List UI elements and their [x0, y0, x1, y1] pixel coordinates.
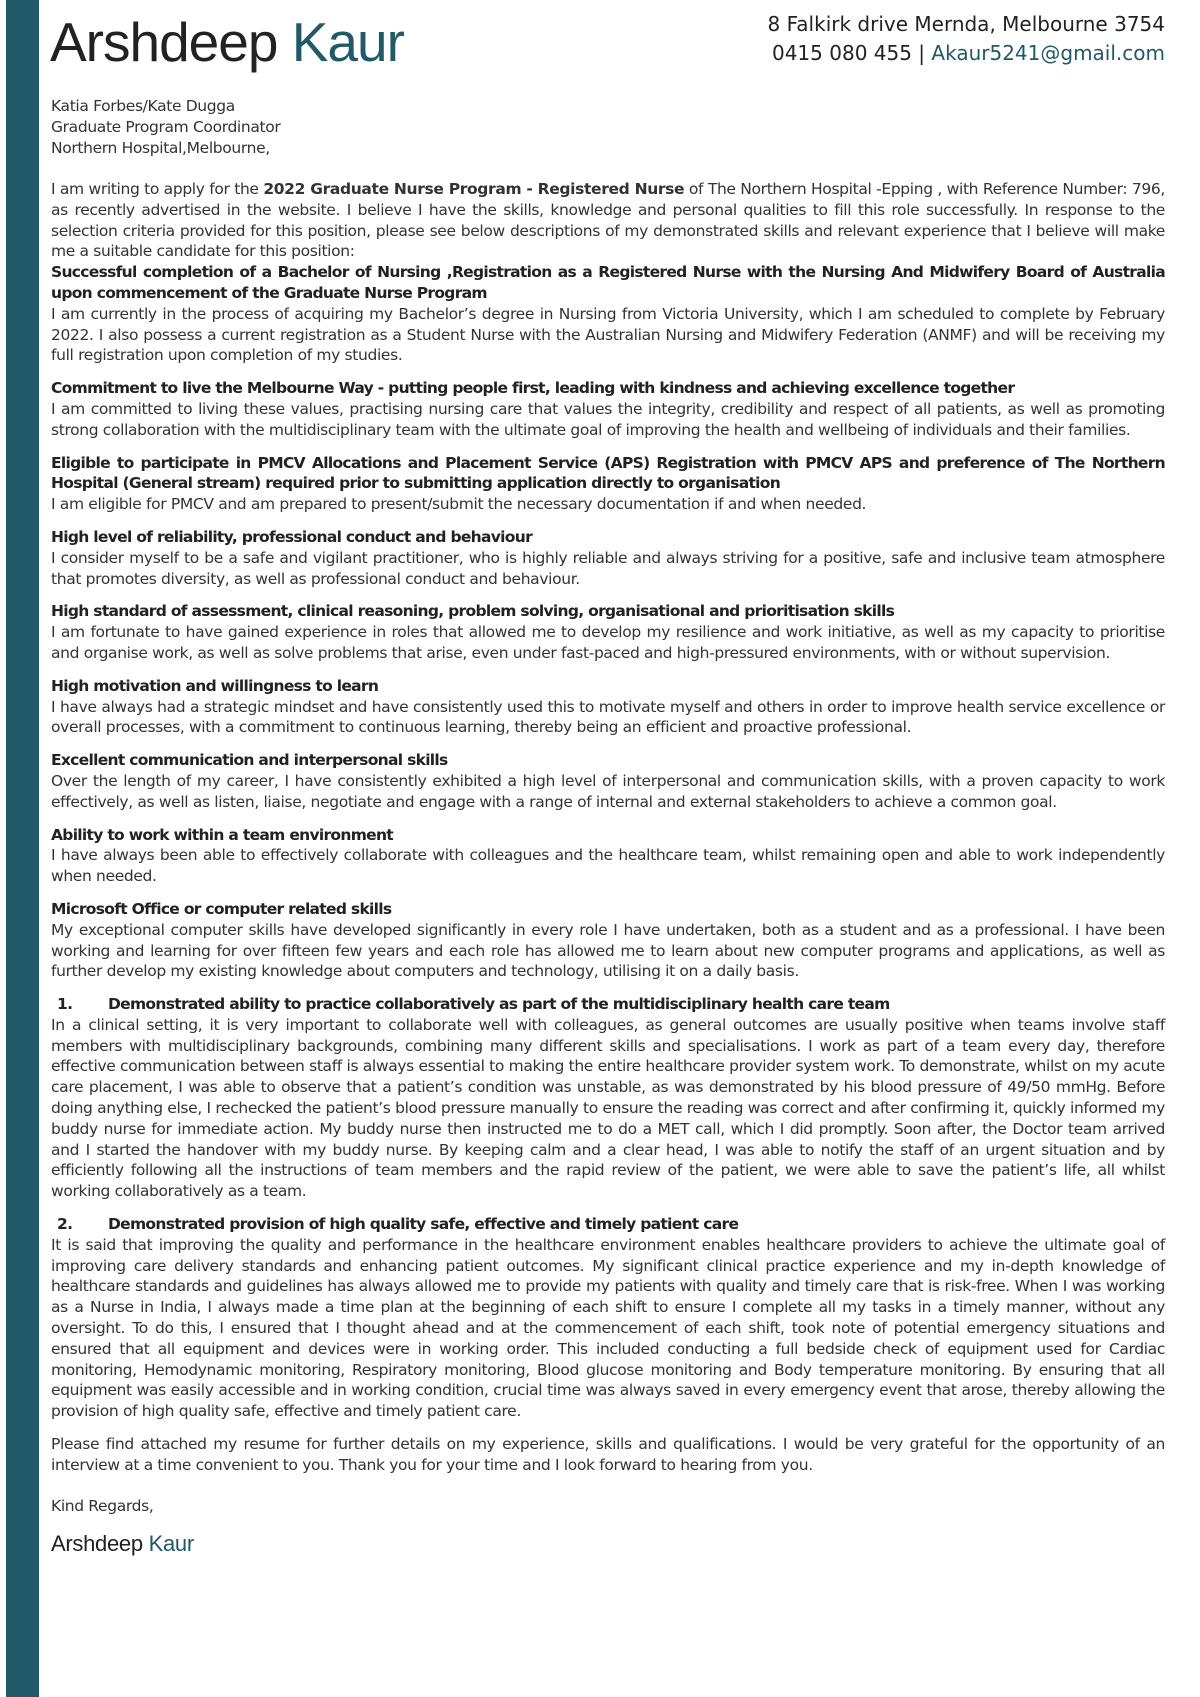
section-number: 2.: [57, 1215, 73, 1234]
criterion-body: I am eligible for PMCV and am prepared to present/submit the necessary documentation if and when needed.: [51, 495, 867, 514]
phone-email-line: [768, 39, 1165, 68]
contact-block: [768, 10, 1165, 68]
criterion-section: [51, 750, 1165, 812]
numbered-title: 1. Demonstrated ability to practice collaboratively as part of the multidisciplinary health care team: [51, 994, 1165, 1015]
applicant-name: [50, 6, 404, 78]
intro-paragraph: I am writing to apply for the 2022 Graduate Nurse Program - Registered Nurse of The Northern Hospital -Epping , with Reference Number: 796, as recently advertised in the website. I believe I have the skills, knowledge and personal qualities to fill this role successfully. In response to the selection criteria provided for this position, please see below descriptions of my demonstrated skills and relevant experience that I believe will make me a suitable candidate for this position:: [51, 180, 1165, 261]
recipient-organisation: Northern Hospital,Melbourne,: [51, 139, 270, 157]
sidebar-color-bar: [6, 0, 39, 1697]
criterion-title: Commitment to live the Melbourne Way - putting people first, leading with kindness and achieving excellence together: [51, 379, 1015, 398]
recipient-name: Katia Forbes/Kate Dugga: [51, 97, 235, 115]
criterion-body: I am currently in the process of acquiring my Bachelor’s degree in Nursing from Victoria University, which I am scheduled to complete by February 2022. I also possess a current registration as a Student Nurse with the Australian Nursing and Midwifery Federation (ANMF) and will be receiving my full registration upon completion of my studies.: [51, 304, 1165, 365]
criterion-section: [51, 676, 1165, 738]
criterion-title: High motivation and willingness to learn: [51, 676, 379, 695]
criterion-title: Successful completion of a Bachelor of Nursing ,Registration as a Registered Nurse with the Nursing And Midwifery Board of Australia upon commencement of the Graduate Nurse Program: [51, 263, 1165, 302]
criterion-title: High level of reliability, professional conduct and behaviour: [51, 527, 533, 546]
criterion-section: [51, 527, 1165, 589]
criterion-section: [51, 601, 1165, 663]
recipient-title: Graduate Program Coordinator: [51, 118, 281, 136]
contact-separator: |: [911, 41, 932, 65]
numbered-title: 2. Demonstrated provision of high quality safe, effective and timely patient care: [51, 1214, 1165, 1235]
program-name: 2022 Graduate Nurse Program - Registered Nurse: [263, 180, 685, 198]
criterion-body: I have always been able to effectively collaborate with colleagues and the healthcare team, whilst remaining open and able to work independently when needed.: [51, 846, 1165, 886]
last-name: Kaur: [291, 11, 404, 73]
sign-off: Kind Regards,: [51, 1496, 154, 1515]
signature: Arshdeep Kaur: [51, 1531, 194, 1557]
first-name: Arshdeep: [50, 11, 278, 73]
criterion-section: [51, 825, 1165, 887]
criterion-body: My exceptional computer skills have developed significantly in every role I have undertaken, both as a student and as a professional. I have been working and learning for over fifteen few years and each role has allowed me to learn about new computer programs and applications, as well as further develop my existing knowledge about computers and technology, utilising it on a daily basis.: [51, 920, 1165, 981]
recipient-block: [51, 96, 1165, 159]
criterion-title: Ability to work within a team environment: [51, 825, 394, 844]
criterion-body: Over the length of my career, I have consistently exhibited a high level of interpersonal and communication skills, with a proven capacity to work effectively, as well as listen, liaise, negotiate and engage with a range of internal and external stakeholders to achieve a common goal.: [51, 771, 1165, 811]
section-number: 1.: [57, 995, 73, 1014]
email-link[interactable]: Akaur5241@gmail.com: [931, 41, 1165, 65]
numbered-body: In a clinical setting, it is very important to collaborate well with colleagues, as general outcomes are usually positive when teams involve staff members with multidisciplinary backgrounds, combining many different skills and specialisations. I work as part of a team every day, therefore effective communication between staff is always essential to making the entire healthcare provider system work. To demonstrate, whilst on my acute care placement, I was able to observe that a patient’s condition was unstable, as was demonstrated by his blood pressure of 49/50 mmHg. Before doing anything else, I rechecked the patient’s blood pressure manually to ensure the reading was correct and after confirming it, quickly informed my buddy nurse for immediate action. My buddy nurse then instructed me to do a MET call, which I did promptly. Soon after, the Doctor team arrived and I started the handover with my buddy nurse. By keeping calm and a clear head, I was able to notify the staff of an urgent situation and by efficiently following all the instructions of team members and the rapid review of the patient, we were able to save the patient’s life, all whilst working collaboratively as a team.: [51, 1015, 1165, 1201]
criterion-section: [51, 899, 1165, 982]
criterion-title: Excellent communication and interpersonal skills: [51, 751, 448, 770]
closing-paragraph: Please find attached my resume for further details on my experience, skills and qualifications. I would be very grateful for the opportunity of an interview at a time convenient to you. Thank you for your time and I look forward to hearing from you.: [51, 1435, 1165, 1474]
criterion-section: [51, 453, 1165, 515]
criterion-body: I have always had a strategic mindset and have consistently used this to motivate myself and others in order to improve health service excellence or overall processes, with a commitment to continuous learning, thereby being an efficient and proactive professional.: [51, 697, 1165, 737]
criterion-section: [51, 262, 1165, 366]
criterion-body: I consider myself to be a safe and vigilant practitioner, who is highly reliable and always striving for a positive, safe and inclusive team atmosphere that promotes diversity, as well as professional conduct and behaviour.: [51, 548, 1165, 588]
address: 8 Falkirk drive Mernda, Melbourne 3754: [767, 12, 1165, 36]
criterion-title: Eligible to participate in PMCV Allocations and Placement Service (APS) Registration with PMCV APS and preference of The Northern Hospital (General stream) required prior to submitting application directly to organisation: [51, 453, 1165, 493]
numbered-body: It is said that improving the quality and performance in the healthcare environment enables healthcare providers to achieve the ultimate goal of improving care delivery standards and enhancing patient outcomes. My significant clinical practice experience and my in-depth knowledge of healthcare standards and guidelines has always allowed me to provide my patients with quality and timely care that is risk-free. When I was working as a Nurse in India, I always made a time plan at the beginning of each shift to ensure I complete all my tasks in a timely manner, without any oversight. To do this, I ensured that I thought ahead and at the commencement of each shift, took note of potential emergency situations and ensured that all equipment and devices were in working order. This included conducting a full bedside check of equipment used for Cardiac monitoring, Hemodynamic monitoring, Respiratory monitoring, Blood glucose monitoring and Body temperature monitoring. By ensuring that all equipment was easily accessible and in working condition, crucial time was always saved in every emergency event that arose, thereby allowing the provision of high quality safe, effective and timely patient care.: [51, 1235, 1165, 1421]
criterion-title: Microsoft Office or computer related skills: [51, 899, 392, 918]
criterion-section: [51, 378, 1165, 440]
numbered-section: [51, 994, 1165, 1202]
letter-body: [51, 96, 1165, 1559]
numbered-section: [51, 1214, 1165, 1422]
criterion-body: I am fortunate to have gained experience in roles that allowed me to develop my resilience and work initiative, as well as my capacity to prioritise and organise work, as well as solve problems that arise, even under fast-paced and high-pressured environments, with or without supervision.: [51, 623, 1165, 662]
criterion-title: High standard of assessment, clinical reasoning, problem solving, organisational and prioritisation skills: [51, 602, 895, 621]
phone: 0415 080 455: [771, 41, 912, 65]
criterion-body: I am committed to living these values, practising nursing care that values the integrity, credibility and respect of all patients, as well as promoting strong collaboration with the multidisciplinary team with the ultimate goal of improving the health and wellbeing of individuals and their families.: [51, 399, 1165, 439]
